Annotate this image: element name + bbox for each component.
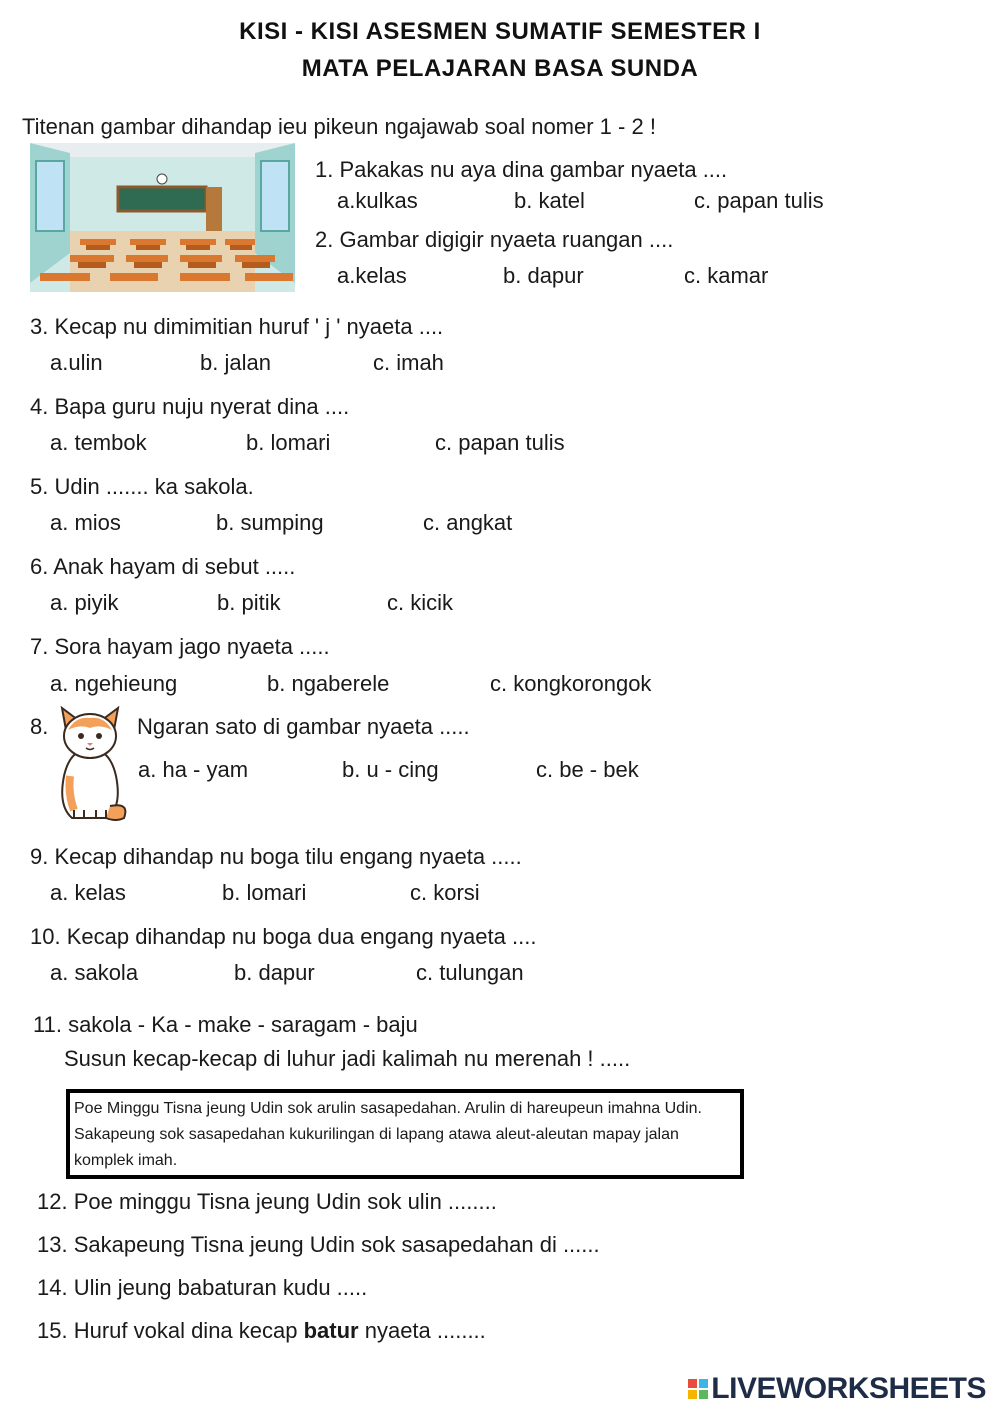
question-12: 12. Poe minggu Tisna jeung Udin sok ulin ........ (37, 1189, 497, 1214)
q4-option-c[interactable]: c. papan tulis (435, 430, 565, 455)
q7-option-b[interactable]: b. ngaberele (267, 671, 390, 696)
question-3: 3. Kecap nu dimimitian huruf ' j ' nyaeta .... (30, 314, 444, 339)
q7-option-c[interactable]: c. kongkorongok (490, 671, 652, 696)
instruction: Titenan gambar dihandap ieu pikeun ngajawab soal nomer 1 - 2 ! (22, 114, 656, 139)
question-2: 2. Gambar digigir nyaeta ruangan .... (315, 227, 674, 252)
q10-option-a[interactable]: a. sakola (50, 960, 139, 985)
brand-name: LIVEWORKSHEETS (711, 1372, 986, 1405)
q5-option-b[interactable]: b. sumping (216, 510, 324, 535)
q5-option-c[interactable]: c. angkat (423, 510, 513, 535)
q4-option-b[interactable]: b. lomari (246, 430, 331, 455)
question-15-tail: nyaeta ........ (358, 1318, 486, 1343)
q10-option-b[interactable]: b. dapur (234, 960, 315, 985)
q3-option-c[interactable]: c. imah (373, 350, 444, 375)
q10-option-c[interactable]: c. tulungan (416, 960, 524, 985)
q8-option-b[interactable]: b. u - cing (342, 757, 439, 782)
question-8: Ngaran sato di gambar nyaeta ..... (137, 714, 470, 739)
q7-option-a[interactable]: a. ngehieung (50, 671, 178, 696)
q8-option-a[interactable]: a. ha - yam (138, 757, 249, 782)
question-11-instruction: Susun kecap-kecap di luhur jadi kalimah nu merenah ! ..... (64, 1046, 631, 1071)
reading-passage: Poe Minggu Tisna jeung Udin sok arulin sasapedahan. Arulin di hareupeun imahna Udin. Sakapeung sok sasapedahan kukurilingan di lapang atawa aleut-aleutan mapay jalan komplek imah. (66, 1089, 744, 1179)
question-1: 1. Pakakas nu aya dina gambar nyaeta .... (315, 157, 728, 182)
q3-option-a[interactable]: a.ulin (50, 350, 103, 375)
question-7: 7. Sora hayam jago nyaeta ..... (30, 634, 330, 659)
q1-option-a[interactable]: a.kulkas (337, 188, 418, 213)
question-13: 13. Sakapeung Tisna jeung Udin sok sasapedahan di ...... (37, 1232, 600, 1257)
cat-image (50, 706, 130, 824)
q9-option-c[interactable]: c. korsi (410, 880, 480, 905)
classroom-image (30, 143, 295, 292)
q6-option-a[interactable]: a. piyik (50, 590, 119, 615)
question-15-text: 15. Huruf vokal dina kecap (37, 1318, 304, 1343)
question-11: 11. sakola - Ka - make - saragam - baju (33, 1012, 418, 1037)
q6-option-c[interactable]: c. kicik (387, 590, 453, 615)
liveworksheets-logo (688, 1372, 986, 1406)
question-4: 4. Bapa guru nuju nyerat dina .... (30, 394, 350, 419)
liveworksheets-icon (688, 1379, 708, 1399)
question-6: 6. Anak hayam di sebut ..... (30, 554, 296, 579)
q6-option-b[interactable]: b. pitik (217, 590, 281, 615)
question-15-keyword: batur (303, 1318, 359, 1343)
q5-option-a[interactable]: a. mios (50, 510, 121, 535)
q2-option-b[interactable]: b. dapur (503, 263, 584, 288)
question-9: 9. Kecap dihandap nu boga tilu engang nyaeta ..... (30, 844, 522, 869)
title-line-2: MATA PELAJARAN BASA SUNDA (301, 55, 699, 82)
question-5: 5. Udin ....... ka sakola. (30, 474, 254, 499)
q2-option-c[interactable]: c. kamar (684, 263, 769, 288)
title-line-1: KISI - KISI ASESMEN SUMATIF SEMESTER I (239, 18, 761, 45)
question-15 (37, 1318, 486, 1344)
q3-option-b[interactable]: b. jalan (200, 350, 271, 375)
q1-option-c[interactable]: c. papan tulis (694, 188, 824, 213)
q9-option-b[interactable]: b. lomari (222, 880, 307, 905)
q2-option-a[interactable]: a.kelas (337, 263, 407, 288)
question-8-number: 8. (30, 714, 49, 739)
question-14: 14. Ulin jeung babaturan kudu ..... (37, 1275, 368, 1300)
q9-option-a[interactable]: a. kelas (50, 880, 126, 905)
question-10: 10. Kecap dihandap nu boga dua engang nyaeta .... (30, 924, 537, 949)
q8-option-c[interactable]: c. be - bek (536, 757, 639, 782)
q4-option-a[interactable]: a. tembok (50, 430, 147, 455)
q1-option-b[interactable]: b. katel (514, 188, 585, 213)
